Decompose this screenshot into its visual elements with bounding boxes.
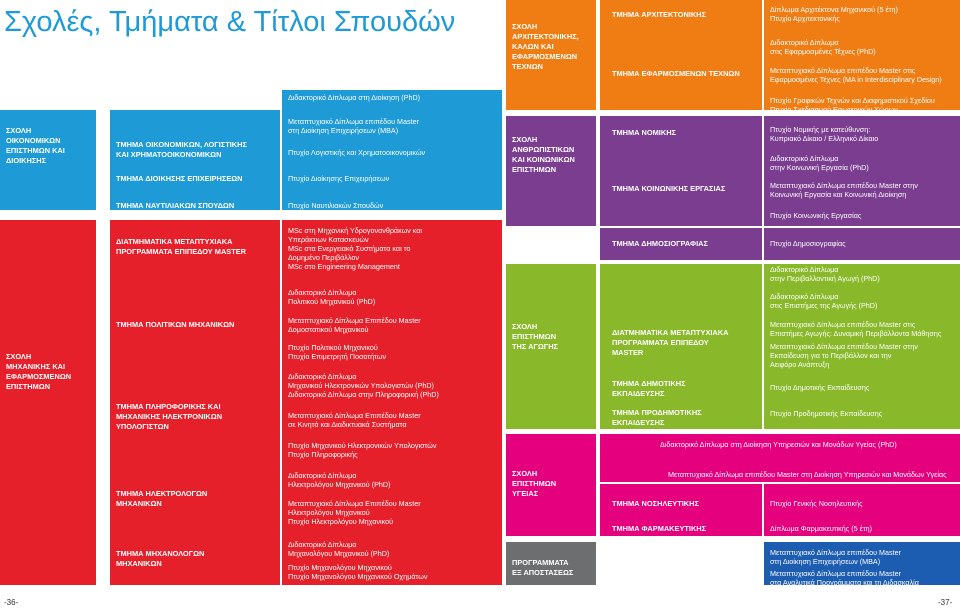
prog-art-bsc: Πτυχίο Γραφικών Τεχνών και Διαφημιστικού Σχεδίου Πτυχίο Σχεδιασμού Εσωτερικών Χώρων [770,96,935,114]
prog-sw-phd: Διδακτορικό Δίπλωμα στην Κοινωνική Εργασία (PhD) [770,154,869,172]
dept-interdept-master: ΔΙΑΤΜΗΜΑΤΙΚΑ ΜΕΤΑΠΤΥΧΙΑΚΑ ΠΡΟΓΡΑΜΜΑΤΑ ΕΠΙΠΕΔΟΥ MASTER [116,237,246,256]
prog-econ-accounting: Πτυχίο Λογιστικής και Χρηματοοικονομικών [288,148,426,157]
prog-econ-phd: Διδακτορικό Δίπλωμα στη Διοίκηση (PhD) [288,93,421,102]
prog-health-phd: Διδακτορικό Δίπλωμα στη Διοίκηση Υπηρεσιών και Μονάδων Υγείας (PhD) [660,440,897,449]
school-eng-block [0,220,96,585]
prog-env-phd: Διδακτορικό Δίπλωμα στην Περιβαλλοντική Αγωγή (PhD) [770,265,880,283]
dept-computer-eng: ΤΜΗΜΑ ΠΛΗΡΟΦΟΡΙΚΗΣ ΚΑΙ ΜΗΧΑΝΙΚΗΣ ΗΛΕΚΤΡΟΝΙΚΩΝ ΥΠΟΛΟΓΙΣΤΩΝ [116,402,223,431]
dept-pharmacy: ΤΜΗΜΑ ΦΑΡΜΑΚΕΥΤΙΚΗΣ [612,524,707,533]
prog-architect: Δίπλωμα Αρχιτέκτονα Μηχανικού (5 έτη) Πτυχίο Αρχιτεκτονικής [770,5,898,23]
prog-nursing: Πτυχίο Γενικής Νοσηλευτικής [770,499,863,508]
dept-business-admin: ΤΜΗΜΑ ΔΙΟΙΚΗΣΗΣ ΕΠΙΧΕΙΡΗΣΕΩΝ [116,174,243,183]
prog-edu-phd: Διδακτορικό Δίπλωμα στις Επιστήμες της Αγωγής (PhD) [770,292,878,310]
page-number-right: -37- [938,598,953,607]
dept-electrical-eng: ΤΜΗΜΑ ΗΛΕΚΤΡΟΛΟΓΩΝ ΜΗΧΑΝΙΚΩΝ [116,489,208,508]
prog-econ-mba: Μεταπτυχιακό Δίπλωμα επιπέδου Master στη Διοίκηση Επιχειρήσεων (MBA) [288,117,420,135]
dept-econ-accounting: ΤΜΗΜΑ ΟΙΚΟΝΟΜΙΚΩΝ, ΛΟΓΙΣΤΙΚΗΣ ΚΑΙ ΧΡΗΜΑΤΟΟΙΚΟΝΟΜΙΚΩΝ [116,140,247,159]
prog-art-phd: Διδακτορικό Δίπλωμα στις Εφαρμοσμένες Τέχνες (PhD) [770,38,876,56]
dept-architecture: ΤΜΗΜΑ ΑΡΧΙΤΕΚΤΟΝΙΚΗΣ [612,10,706,19]
prog-econ-business: Πτυχίο Διοίκησης Επιχειρήσεων [288,174,390,183]
prog-distance-mba: Μεταπτυχιακό Δίπλωμα επιπέδου Master στη Διοίκηση Επιχειρήσεων (MBA) [770,548,902,566]
prog-sw-bsc: Πτυχίο Κοινωνικής Εργασίας [770,211,862,220]
school-hum-label: ΣΧΟΛΗ ΑΝΘΡΩΠΙΣΤΙΚΩΝ ΚΑΙ ΚΟΙΝΩΝΙΚΩΝ ΕΠΙΣΤΗΜΩΝ [512,135,575,174]
prog-pharmacy: Δίπλωμα Φαρμακευτικής (5 έτη) [770,524,873,533]
school-eng-label: ΣΧΟΛΗ ΜΗΧΑΝΙΚΗΣ ΚΑΙ ΕΦΑΡΜΟΣΜΕΝΩΝ ΕΠΙΣΤΗΜΩΝ [6,352,72,391]
prog-civil-phd: Διδακτορικό Δίπλωμα Πολιτικού Μηχανικού (PhD) [288,288,376,306]
prog-me-bsc: Πτυχίο Μηχανολόγου Μηχανικού Πτυχίο Μηχανολόγου Μηχανικού Οχημάτων [288,563,428,581]
dept-civil-eng: ΤΜΗΜΑ ΠΟΛΙΤΙΚΩΝ ΜΗΧΑΝΙΚΩΝ [116,320,235,329]
prog-cs-bsc: Πτυχίο Μηχανικού Ηλεκτρονικών Υπολογιστών Πτυχίο Πληροφορικής [288,441,437,459]
dept-shipping: ΤΜΗΜΑ ΝΑΥΤΙΛΙΑΚΩΝ ΣΠΟΥΔΩΝ [116,201,235,210]
dept-social-work: ΤΜΗΜΑ ΚΟΙΝΩΝΙΚΗΣ ΕΡΓΑΣΙΑΣ [612,184,726,193]
dept-mechanical-eng: ΤΜΗΜΑ ΜΗΧΑΝΟΛΟΓΩΝ ΜΗΧΑΝΙΚΩΝ [116,549,205,568]
prog-edu-master-1: Μεταπτυχιακό Δίπλωμα επιπέδου Master στις Επιστήμες Αγωγής: Δυναμική Περιβάλλοντα Μάθησης [770,320,942,338]
page-number-left: -36- [4,598,19,607]
dept-preprimary-edu: ΤΜΗΜΑ ΠΡΟΔΗΜΟΤΙΚΗΣ ΕΚΠΑΙΔΕΥΣΗΣ [612,408,702,427]
prog-econ-shipping: Πτυχίο Ναυτιλιακών Σπουδών [288,201,384,210]
prog-civil-bsc: Πτυχίο Πολιτικού Μηχανικού Πτυχίο Επιμετρητή Ποσοτήτων [288,343,387,361]
prog-preprimary-bsc: Πτυχίο Προδημοτικής Εκπαίδευσης [770,409,883,418]
distance-label: ΠΡΟΓΡΑΜΜΑΤΑ ΕΞ ΑΠΟΣΤΑΣΕΩΣ [512,558,574,577]
prog-art-ma: Μεταπτυχιακό Δίπλωμα επιπέδου Master στις Εφαρμοσμένες Τέχνες (MA in Interdisciplinary Design) [770,66,942,84]
school-health-label: ΣΧΟΛΗ ΕΠΙΣΤΗΜΩΝ ΥΓΕΙΑΣ [512,469,557,498]
prog-sw-master: Μεταπτυχιακό Δίπλωμα επιπέδου Master στην Κοινωνική Εργασία και Κοινωνική Διοίκηση [770,181,918,199]
school-edu-label: ΣΧΟΛΗ ΕΠΙΣΤΗΜΩΝ ΤΗΣ ΑΓΩΓΗΣ [512,322,558,351]
dept-primary-edu: ΤΜΗΜΑ ΔΗΜΟΤΙΚΗΣ ΕΚΠΑΙΔΕΥΣΗΣ [612,379,686,398]
prog-law-bsc: Πτυχίο Νομικής με κατεύθυνση: Κυπριακό Δίκαιο / Ελληνικό Δίκαιο [770,125,879,143]
prog-distance-ma: Μεταπτυχιακό Δίπλωμα επιπέδου Master στα Αναλυτικά Προγράμματα και τη Διδασκαλία [770,569,919,587]
prog-civil-master: Μεταπτυχιακό Δίπλωμα Επιπέδου Master Δομοστατικού Μηχανικού [288,316,421,334]
prog-cs-phd: Διδακτορικό Δίπλωμα Μηχανικού Ηλεκτρονικών Υπολογιστών (PhD) Διδακτορικό Δίπλωμα στην Πληροφορική (PhD) [288,372,439,399]
page-title: Σχολές, Τμήματα & Τίτλοι Σπουδών [4,6,456,38]
prog-journalism: Πτυχίο Δημοσιογραφίας [770,239,846,248]
prog-me-phd: Διδακτορικό Δίπλωμα Μηχανολόγου Μηχανικού (PhD) [288,540,390,558]
prog-ee-phd: Διδακτορικό Δίπλωμα Ηλεκτρολόγου Μηχανικού (PhD) [288,471,391,489]
prog-health-master: Μεταπτυχιακό Δίπλωμα επιπέδου Master στη Διοίκηση Υπηρεσιών και Μονάδων Υγείας [668,470,947,479]
econ-dept-block [110,110,280,210]
school-econ-label: ΣΧΟΛΗ ΟΙΚΟΝΟΜΙΚΩΝ ΕΠΙΣΤΗΜΩΝ ΚΑΙ ΔΙΟΙΚΗΣΗΣ [6,126,65,165]
prog-ee-master: Μεταπτυχιακό Δίπλωμα Επιπέδου Master Ηλεκτρολόγου Μηχανικού Πτυχίο Ηλεκτρολόγου Μηχανικού [288,499,421,526]
dept-journalism: ΤΜΗΜΑ ΔΗΜΟΣΙΟΓΡΑΦΙΑΣ [612,239,708,248]
dept-nursing: ΤΜΗΜΑ ΝΟΣΗΛΕΥΤΙΚΗΣ [612,499,699,508]
dept-applied-arts: ΤΜΗΜΑ ΕΦΑΡΜΟΣΜΕΝΩΝ ΤΕΧΝΩΝ [612,69,740,78]
eng-progs-block [282,220,502,585]
school-arch-label: ΣΧΟΛΗ ΑΡΧΙΤΕΚΤΟΝΙΚΗΣ, ΚΑΛΩΝ ΚΑΙ ΕΦΑΡΜΟΣΜΕΝΩΝ ΤΕΧΝΩΝ [512,22,579,71]
dept-law: ΤΜΗΜΑ ΝΟΜΙΚΗΣ [612,128,676,137]
dept-edu-interdept: ΔΙΑΤΜΗΜΑΤΙΚΑ ΜΕΤΑΠΤΥΧΙΑΚΑ ΠΡΟΓΡΑΜΜΑΤΑ ΕΠΙΠΕΔΟΥ MASTER [612,328,729,357]
prog-edu-master-2: Μεταπτυχιακό Δίπλωμα επιπέδου Master στην Εκπαίδευση για το Περιβάλλον και την Αειφόρο Ανάπτυξη [770,342,918,369]
prog-cs-master: Μεταπτυχιακό Δίπλωμα Επιπέδου Master σε Κινητά και Διαδικτυακά Συστήματα [288,411,421,429]
prog-primary-bsc: Πτυχίο Δημοτικής Εκπαίδευσης [770,383,870,392]
prog-eng-msc: MSc στη Μηχανική Υδρογονανθράκων και Υπεράκτιων Κατασκευών MSc στα Ενεργειακά Συστήματα και το Δομημένο Περιβάλλον MSc στο Engineering Management [288,226,423,271]
